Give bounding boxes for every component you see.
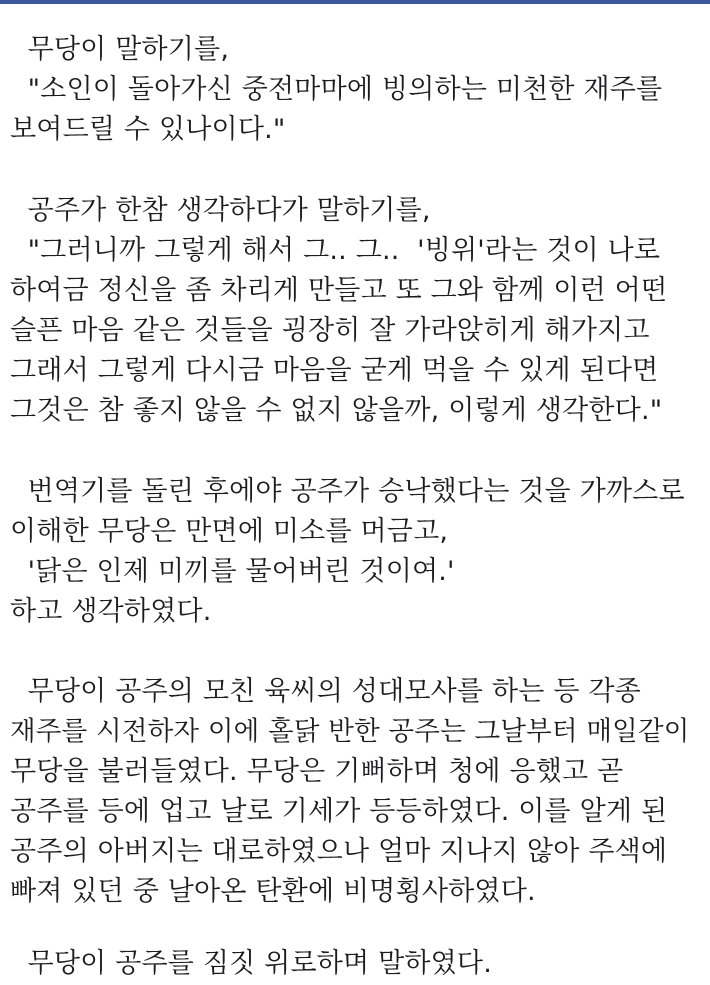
text-line: 무당이 말하기를,	[10, 34, 230, 65]
text-line: 하여금 정신을 좀 차리게 만들고 또 그와 함께 이런 어떤	[10, 275, 668, 306]
text-line: 슬픈 마음 같은 것들을 굉장히 잘 가라앉히게 해가지고	[10, 315, 650, 346]
text-line: 공주를 등에 업고 날로 기세가 등등하였다. 이를 알게 된	[10, 796, 668, 827]
text-line: 공주의 아버지는 대로하였으나 얼마 지나지 않아 주색에	[10, 836, 668, 867]
text-line: 공주가 한참 생각하다가 말하기를,	[10, 195, 431, 226]
text-line: 무당이 공주를 짐짓 위로하며 말하였다.	[10, 948, 492, 979]
text-line: 그래서 그렇게 다시금 마음을 굳게 먹을 수 있게 된다면	[10, 355, 659, 386]
text-line: 무당을 불러들였다. 무당은 기뻐하며 청에 응했고 곧	[10, 756, 624, 787]
text-line: 빠져 있던 중 날아온 탄환에 비명횡사하였다.	[10, 876, 536, 907]
text-line: "소인이 돌아가신 중전마마에 빙의하는 미천한 재주를	[10, 74, 663, 105]
text-line: '닭은 인제 미끼를 물어버린 것이여.'	[10, 556, 455, 587]
text-line: "그러니까 그렇게 해서 그.. 그.. '빙위'라는 것이 나로	[10, 235, 661, 266]
text-line: 번역기를 돌린 후에야 공주가 승낙했다는 것을 가까스로	[10, 476, 685, 507]
text-line: 보여드릴 수 있나이다."	[10, 114, 286, 145]
text-line: 하고 생각하였다.	[10, 596, 212, 627]
text-line: 무당이 공주의 모친 육씨의 성대모사를 하는 등 각종	[10, 676, 641, 707]
text-line: 그것은 참 좋지 않을 수 없지 않을까, 이렇게 생각한다."	[10, 395, 663, 426]
text-line: 이해한 무당은 만면에 미소를 머금고,	[10, 516, 449, 547]
text-line: 재주를 시전하자 이에 홀닭 반한 공주는 그날부터 매일같이	[10, 716, 690, 747]
